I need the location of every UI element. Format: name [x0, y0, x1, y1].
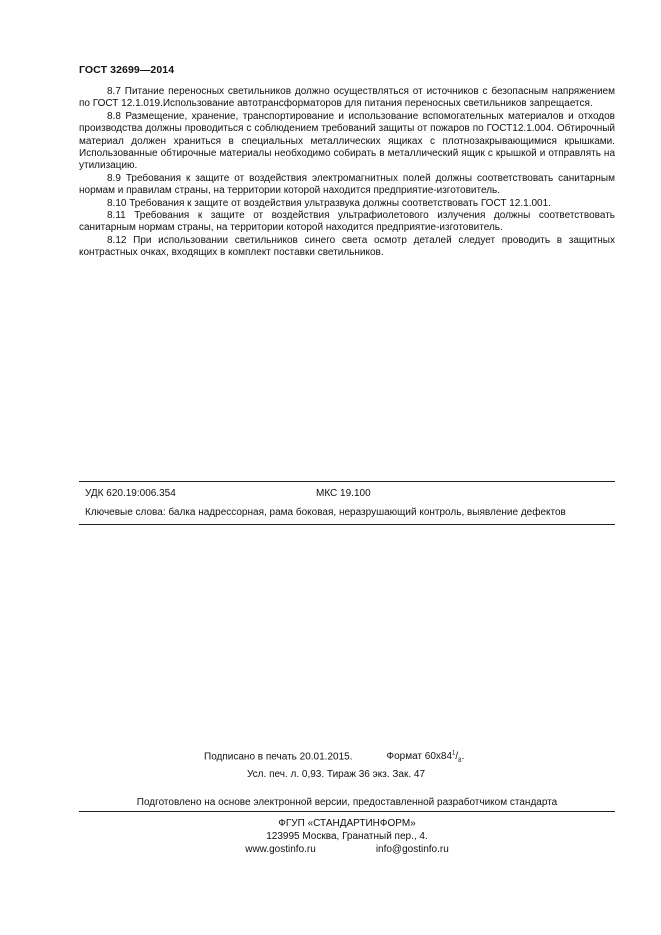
paragraph-8-10: 8.10 Требования к защите от воздействия ультразвука должны соответствовать ГОСТ 12.1.001.	[107, 197, 551, 209]
keywords: Ключевые слова: балка надрессорная, рама боковая, неразрушающий контроль, выявление дефектов	[85, 507, 566, 518]
paragraph-8-12: 8.12 При использовании светильников синего света осмотр деталей следует проводить в защитных контрастных очках, входящих в комплект поставки светильников.	[79, 234, 615, 259]
prepared-note: Подготовлено на основе электронной версии, предоставленной разработчиком стандарта	[136, 797, 558, 809]
paragraph-8-8: 8.8 Размещение, хранение, транспортирование и использование вспомогательных материалов и отходов производства должны проводиться с соблюдением требований защиты от пожаров по ГОСТ12.1.004. Обтирочный материал должен храниться в специальных металлических ящиках с плотнозакрывающимися крышками. Использованные обтирочные материалы необходимо собирать в металлический ящик с крышкой и отправлять на утилизацию.	[79, 110, 615, 172]
publisher-address: 123995 Москва, Гранатный пер., 4.	[266, 831, 428, 843]
paragraph-8-7: 8.7 Питание переносных светильников должно осуществляться от источников с безопасным напряжением по ГОСТ 12.1.019.Использование автотрансформаторов для питания переносных светильников запрещается.	[79, 86, 615, 110]
classification-row	[79, 482, 615, 505]
paragraph-8-11: 8.11 Требования к защите от воздействия ультрафиолетового излучения должны соответствовать санитарным нормам страны, на территории которой находится предприятие-изготовитель.	[79, 210, 615, 234]
standard-designation: ГОСТ 32699—2014	[79, 64, 175, 76]
publisher-website: www.gostinfo.ru	[245, 844, 316, 856]
section-8-text	[79, 86, 615, 260]
imprint-line-1	[79, 748, 615, 768]
publisher-contacts	[79, 843, 615, 856]
imprint-block	[79, 748, 615, 856]
print-details: Усл. печ. л. 0,93. Тираж 36 экз. Зак. 47	[247, 769, 426, 781]
paper-format: Формат $60x84^1/_8$.	[386, 751, 465, 765]
bibliographic-block	[79, 481, 615, 525]
paragraph-8-9: 8.9 Требования к защите от воздействия электромагнитных полей должны соответствовать санитарным нормам и правилам страны, на территории которой находится предприятие-изготовитель.	[79, 172, 615, 197]
mks-code: МКС 19.100	[316, 488, 371, 499]
signed-date: Подписано в печать 20.01.2015.	[204, 751, 353, 763]
publisher-email: info@gostinfo.ru	[375, 844, 449, 856]
udk-code: УДК 620.19:006.354	[85, 488, 176, 499]
publisher-name: ФГУП «СТАНДАРТИНФОРМ»	[278, 818, 416, 830]
divider-bottom	[79, 524, 615, 525]
divider-imprint	[79, 811, 615, 812]
publisher-block	[79, 817, 615, 856]
